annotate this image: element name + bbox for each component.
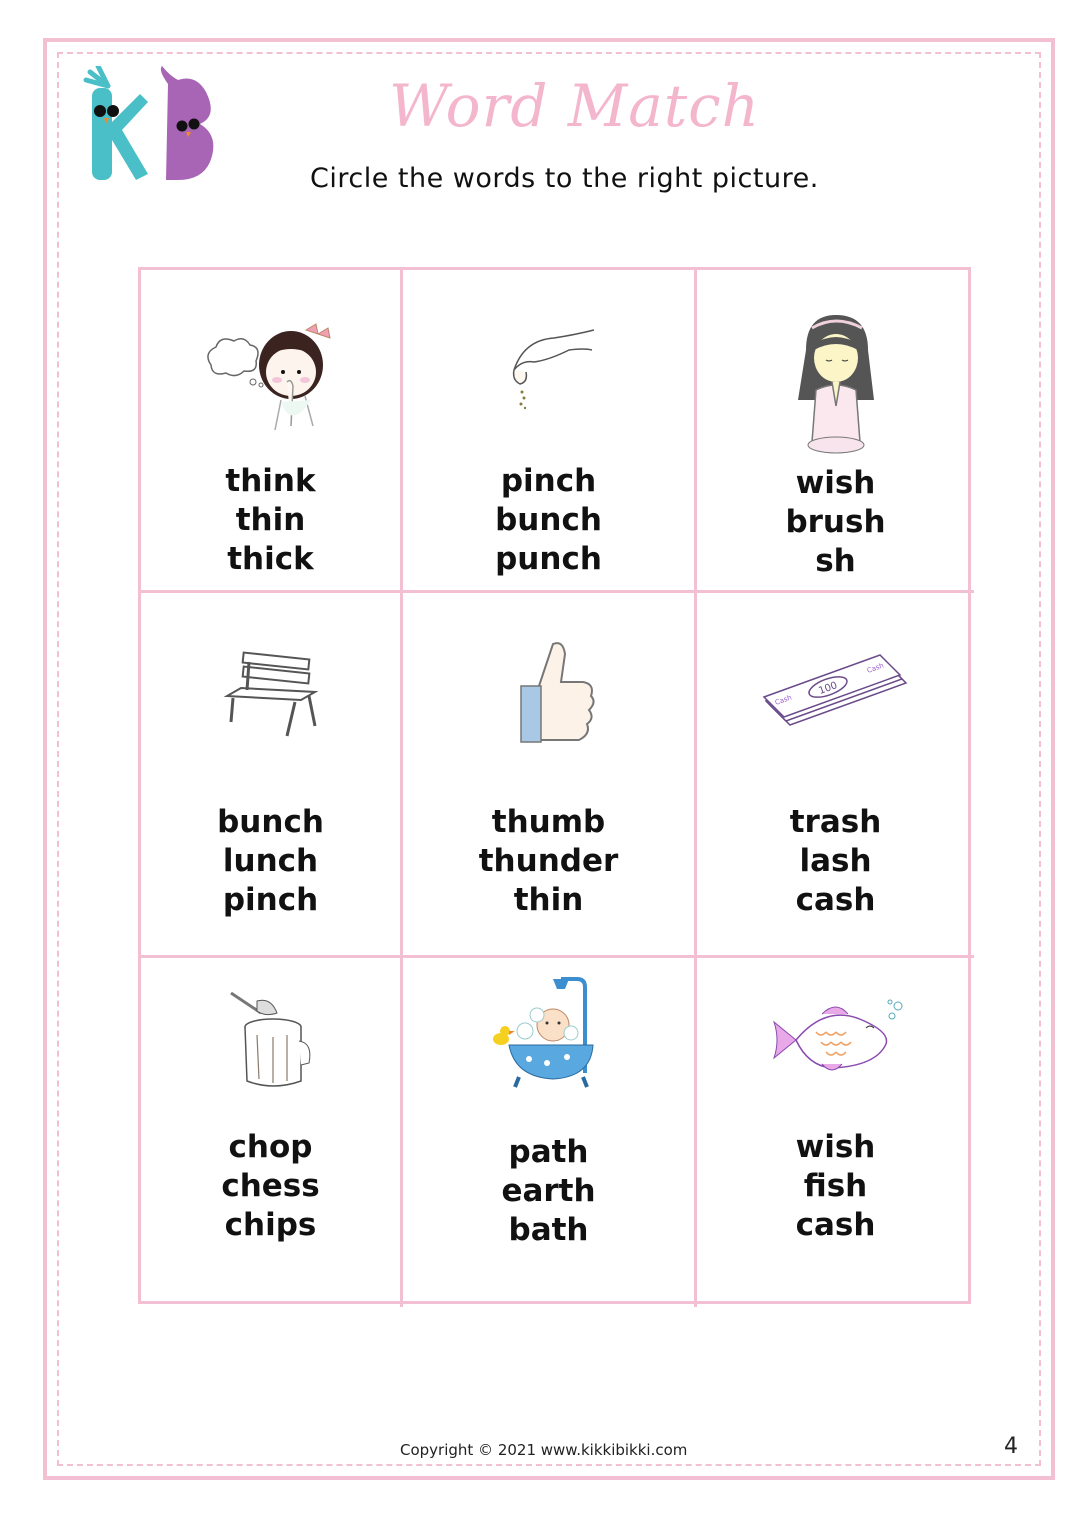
word-options bbox=[217, 803, 324, 920]
baby-bath-icon bbox=[489, 973, 609, 1103]
cash-money-icon bbox=[756, 653, 916, 733]
word-options bbox=[790, 803, 882, 920]
copyright-text: Copyright © 2021 www.kikkibikki.com bbox=[400, 1441, 688, 1459]
fish-icon bbox=[766, 998, 906, 1078]
grid-cell bbox=[141, 270, 403, 593]
page-title: Word Match bbox=[389, 72, 760, 140]
word-option[interactable]: fish bbox=[803, 1168, 868, 1204]
word-option[interactable]: thunder bbox=[478, 843, 619, 879]
word-option[interactable]: trash bbox=[789, 804, 882, 840]
svg-text:Cash: Cash bbox=[865, 661, 885, 675]
instruction-text: Circle the words to the right picture. bbox=[310, 163, 819, 194]
hand-pinching-icon bbox=[494, 320, 604, 430]
grid-cell bbox=[697, 593, 974, 958]
word-option[interactable]: thin bbox=[513, 882, 584, 918]
grid-cell bbox=[141, 593, 403, 958]
bench-icon bbox=[221, 648, 321, 738]
word-match-grid bbox=[138, 267, 971, 1304]
word-option[interactable]: pinch bbox=[500, 463, 597, 499]
word-option[interactable]: wish bbox=[795, 1129, 876, 1165]
grid-cell bbox=[141, 958, 403, 1307]
word-options bbox=[225, 462, 315, 579]
grid-cell bbox=[403, 958, 697, 1307]
word-option[interactable]: think bbox=[225, 463, 316, 499]
page-number: 4 bbox=[1004, 1434, 1018, 1459]
grid-cell bbox=[403, 270, 697, 593]
word-option[interactable]: earth bbox=[501, 1173, 596, 1209]
axe-in-log-icon bbox=[221, 983, 321, 1093]
word-option[interactable]: bunch bbox=[217, 804, 324, 840]
word-option[interactable]: chop bbox=[228, 1129, 313, 1165]
word-option[interactable]: thumb bbox=[491, 804, 606, 840]
word-option[interactable]: lunch bbox=[222, 843, 319, 879]
word-option[interactable]: chips bbox=[224, 1207, 317, 1243]
girl-thinking-icon bbox=[201, 310, 341, 440]
word-options bbox=[479, 803, 619, 920]
word-option[interactable]: thick bbox=[227, 541, 314, 577]
svg-text:Cash: Cash bbox=[773, 693, 793, 707]
thumbs-up-icon bbox=[499, 636, 599, 751]
word-option[interactable]: brush bbox=[785, 504, 886, 540]
word-option[interactable]: cash bbox=[795, 882, 876, 918]
word-options bbox=[501, 1133, 595, 1250]
grid-cell bbox=[403, 593, 697, 958]
word-options bbox=[796, 1128, 876, 1245]
word-option[interactable]: wish bbox=[795, 465, 876, 501]
girl-praying-icon bbox=[786, 310, 886, 460]
word-option[interactable]: sh bbox=[815, 543, 856, 579]
word-option[interactable]: cash bbox=[795, 1207, 876, 1243]
word-option[interactable]: lash bbox=[799, 843, 872, 879]
word-options bbox=[785, 464, 885, 581]
svg-text:100: 100 bbox=[816, 680, 839, 697]
grid-cell bbox=[697, 958, 974, 1307]
word-option[interactable]: punch bbox=[495, 541, 602, 577]
word-options bbox=[495, 462, 602, 579]
word-options bbox=[221, 1128, 319, 1245]
word-option[interactable]: chess bbox=[221, 1168, 320, 1204]
word-option[interactable]: thin bbox=[235, 502, 306, 538]
word-option[interactable]: bunch bbox=[495, 502, 602, 538]
word-option[interactable]: bath bbox=[508, 1212, 589, 1248]
word-option[interactable]: pinch bbox=[222, 882, 319, 918]
grid-cell bbox=[697, 270, 974, 593]
word-option[interactable]: path bbox=[508, 1134, 589, 1170]
